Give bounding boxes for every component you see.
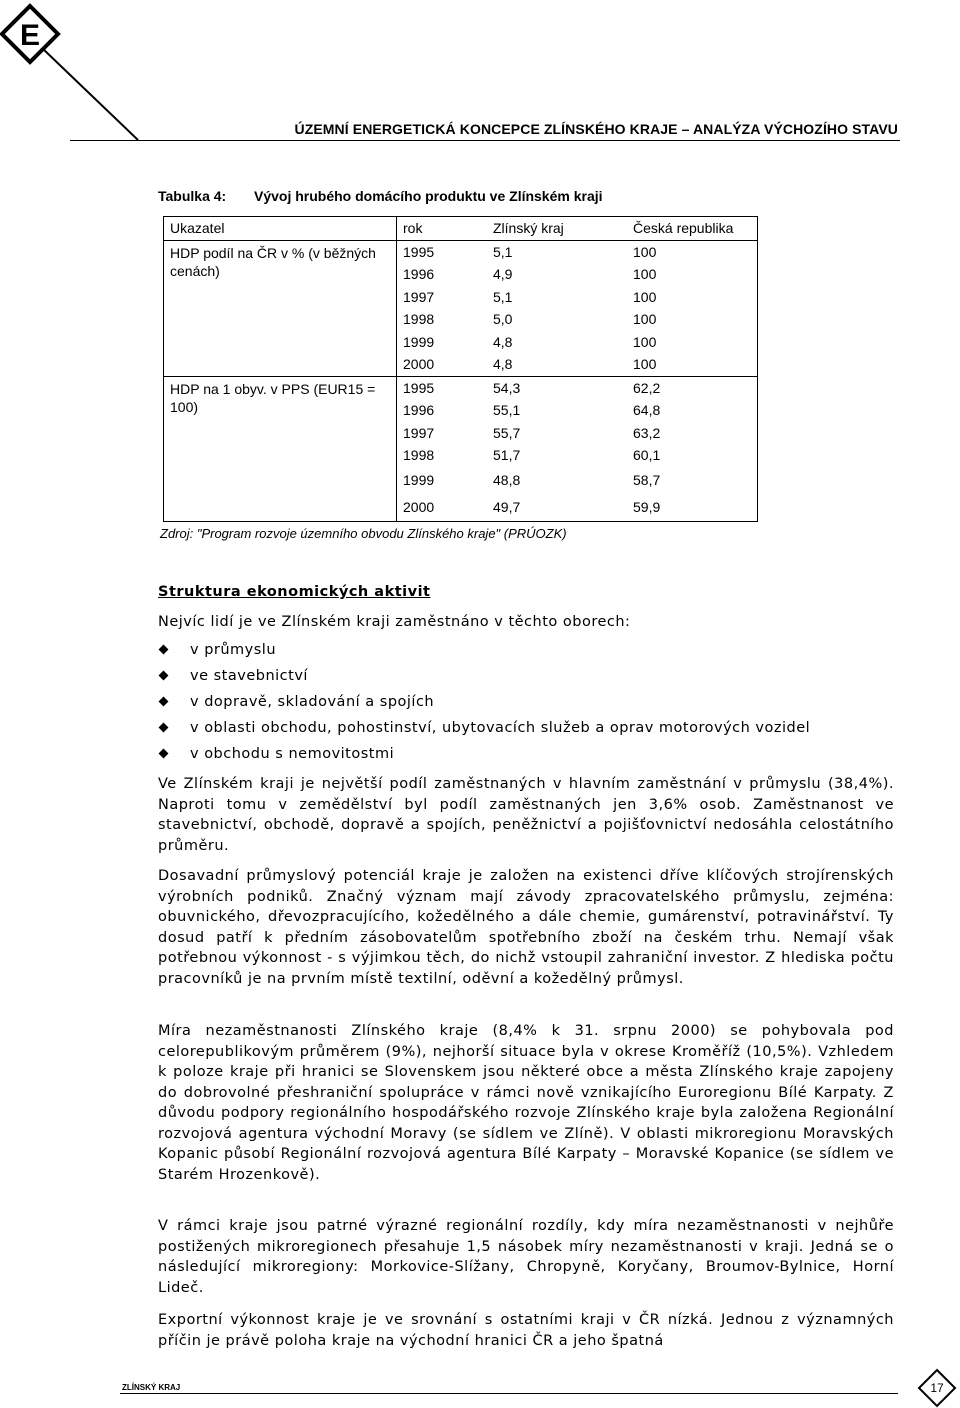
paragraph-unemployment: Míra nezaměstnanosti Zlínského kraje (8,4% k 31. srpnu 2000) se pohybovala pod celorepublikovým průměrem (9%), nejhorší situace byla v okrese Kroměříž (10,5%). Vzhledem k poloze kraje při hranici se Slovenskem jsou některé obce a města Zlínského kraje zapojeny do dobrovolné přeshraniční spolupráce v rámci nově vznikajícího Euroregionu Bílé Karpaty. Z důvodu podpory regionálního hospodářského rozvoje Zlínského kraje byla založena Regionální rozvojová agentura východní Moravy (se sídlem ve Zlíně). V oblasti mikroregionu Moravských Kopanic působí Regionální rozvojová agentura Bílé Karpaty – Moravské Kopanice (se sídlem ve Starém Hrozenkově). <box>158 1023 894 1183</box>
logo-icon <box>0 0 140 140</box>
cell-year: 1999 <box>403 472 435 488</box>
paragraph-employment: Ve Zlínském kraji je největší podíl zaměstnaných v hlavním zaměstnání v průmyslu (38,4%). Naproti tomu v zemědělství byl podíl zaměstnaných jen 3,6% osob. Zaměstnanost ve stavebnictví, obchodě, dopravě a spojích, peněžnictví a pojišťovnictví nedosáhla celostátního průměru. <box>158 776 894 854</box>
page-header-title: ÚZEMNÍ ENERGETICKÁ KONCEPCE ZLÍNSKÉHO KRAJE – ANALÝZA VÝCHOZÍHO STAVU <box>294 121 898 137</box>
table-header-row <box>164 217 758 241</box>
cell-zlin: 5,0 <box>493 311 513 328</box>
diamond-bullet-icon <box>159 749 169 759</box>
section-title: Struktura ekonomických aktivit <box>158 584 431 600</box>
cell-year: 1996 <box>403 266 435 283</box>
table-row <box>164 240 758 263</box>
list-item-text: v obchodu s nemovitostmi <box>190 746 395 762</box>
header-indicator: Ukazatel <box>164 217 397 241</box>
cell-cr: 60,1 <box>633 447 661 464</box>
table-caption <box>158 188 603 204</box>
cell-zlin: 4,8 <box>487 353 627 376</box>
paragraph-regional-differences: V rámci kraje jsou patrné výrazné regionální rozdíly, kdy míra nezaměstnanosti v nejhůře postižených mikroregionech přesahuje 1,5 násobek míry nezaměstnanosti v kraji. Jedná se o následující mikroregiony: Morkovice-Slížany, Chropyně, Koryčany, Broumov-Bylnice, Horní Lideč. <box>158 1218 894 1296</box>
table-number: Tabulka 4: <box>158 188 227 204</box>
cell-zlin: 5,1 <box>493 288 513 305</box>
header-rule <box>70 140 900 141</box>
page-number: 17 <box>930 1381 944 1395</box>
cell-year: 1996 <box>403 402 435 419</box>
list-item <box>158 666 810 692</box>
footer-region: ZLÍNSKÝ KRAJ <box>122 1383 181 1392</box>
indicator-gdp-pps: HDP na 1 obyv. v PPS (EUR15 = 100) <box>164 376 397 521</box>
diamond-bullet-icon <box>159 671 169 681</box>
cell-cr: 100 <box>633 243 657 260</box>
paragraph-industry: Dosavadní průmyslový potenciál kraje je založen na existenci dříve klíčových strojírenských výrobních podniků. Značný význam mají závody zpracovatelského průmyslu, zejména: obuvnického, dřevozpracujícího, kožedělného a dále chemie, gumárenství, potravinářství. Ty dosud patří k předním zásobovatelům spotřebního zboží na českém trhu. Nemají však potřebnou výkonnost - s výjimkou těch, do nichž vstoupil zahraniční investor. Z hlediska počtu pracovníků je na prvním místě textilní, oděvní a kožedělný průmysl. <box>158 868 894 987</box>
gdp-table <box>163 216 758 522</box>
table-row <box>164 376 758 399</box>
list-item-text: ve stavebnictví <box>190 668 308 684</box>
list-item-text: v dopravě, skladování a spojích <box>190 694 435 710</box>
cell-zlin: 49,7 <box>493 499 521 515</box>
cell-year: 2000 <box>403 499 435 515</box>
cell-year: 1997 <box>403 424 435 441</box>
header-cr: Česká republika <box>627 217 758 241</box>
cell-cr: 100 <box>633 266 657 283</box>
cell-zlin: 51,7 <box>493 447 521 464</box>
cell-year: 1997 <box>403 288 435 305</box>
cell-zlin: 55,7 <box>493 424 521 441</box>
indicator-gdp-share: HDP podíl na ČR v % (v běžných cenách) <box>164 240 397 376</box>
cell-cr: 100 <box>633 311 657 328</box>
cell-cr: 59,9 <box>633 499 661 515</box>
cell-year: 1998 <box>403 311 435 328</box>
section-intro: Nejvíc lidí je ve Zlínském kraji zaměstnáno v těchto oborech: <box>158 614 631 630</box>
table-source: Zdroj: "Program rozvoje územního obvodu Zlínského kraje" (PRÚOZK) <box>160 526 567 541</box>
cell-year: 2000 <box>397 353 488 376</box>
header-zlin: Zlínský kraj <box>487 217 627 241</box>
list-item-text: v oblasti obchodu, pohostinství, ubytovacích služeb a oprav motorových vozidel <box>190 720 811 736</box>
cell-year: 1995 <box>403 243 435 260</box>
header-year: rok <box>397 217 488 241</box>
diamond-bullet-icon <box>159 697 169 707</box>
cell-zlin: 5,1 <box>493 243 513 260</box>
bullet-list <box>158 640 810 770</box>
list-item <box>158 640 810 666</box>
list-item <box>158 692 810 718</box>
cell-zlin: 55,1 <box>493 402 521 419</box>
cell-year: 1999 <box>403 333 435 350</box>
logo-letter: E <box>19 19 41 52</box>
cell-zlin: 4,8 <box>493 333 513 350</box>
cell-year: 1998 <box>403 447 435 464</box>
paragraph-export: Exportní výkonnost kraje je ve srovnání s ostatními kraji v ČR nízká. Jednou z významných příčin je právě poloha kraje na východní hranici ČR a jeho špatná <box>158 1312 894 1349</box>
cell-zlin: 48,8 <box>493 472 521 488</box>
cell-cr: 63,2 <box>633 424 661 441</box>
cell-year: 1995 <box>403 379 435 396</box>
table-title: Vývoj hrubého domácího produktu ve Zlínském kraji <box>254 188 603 204</box>
diamond-bullet-icon <box>159 645 169 655</box>
cell-cr: 62,2 <box>633 379 661 396</box>
cell-cr: 100 <box>633 288 657 305</box>
list-item-text: v průmyslu <box>190 642 277 658</box>
cell-zlin: 4,9 <box>493 266 513 283</box>
cell-cr: 100 <box>633 333 657 350</box>
diamond-bullet-icon <box>159 723 169 733</box>
list-item <box>158 718 810 744</box>
cell-zlin: 54,3 <box>493 379 521 396</box>
cell-cr: 58,7 <box>633 472 661 488</box>
footer-rule <box>120 1393 898 1394</box>
cell-cr: 64,8 <box>633 402 661 419</box>
list-item <box>158 744 810 770</box>
cell-cr: 100 <box>627 353 758 376</box>
